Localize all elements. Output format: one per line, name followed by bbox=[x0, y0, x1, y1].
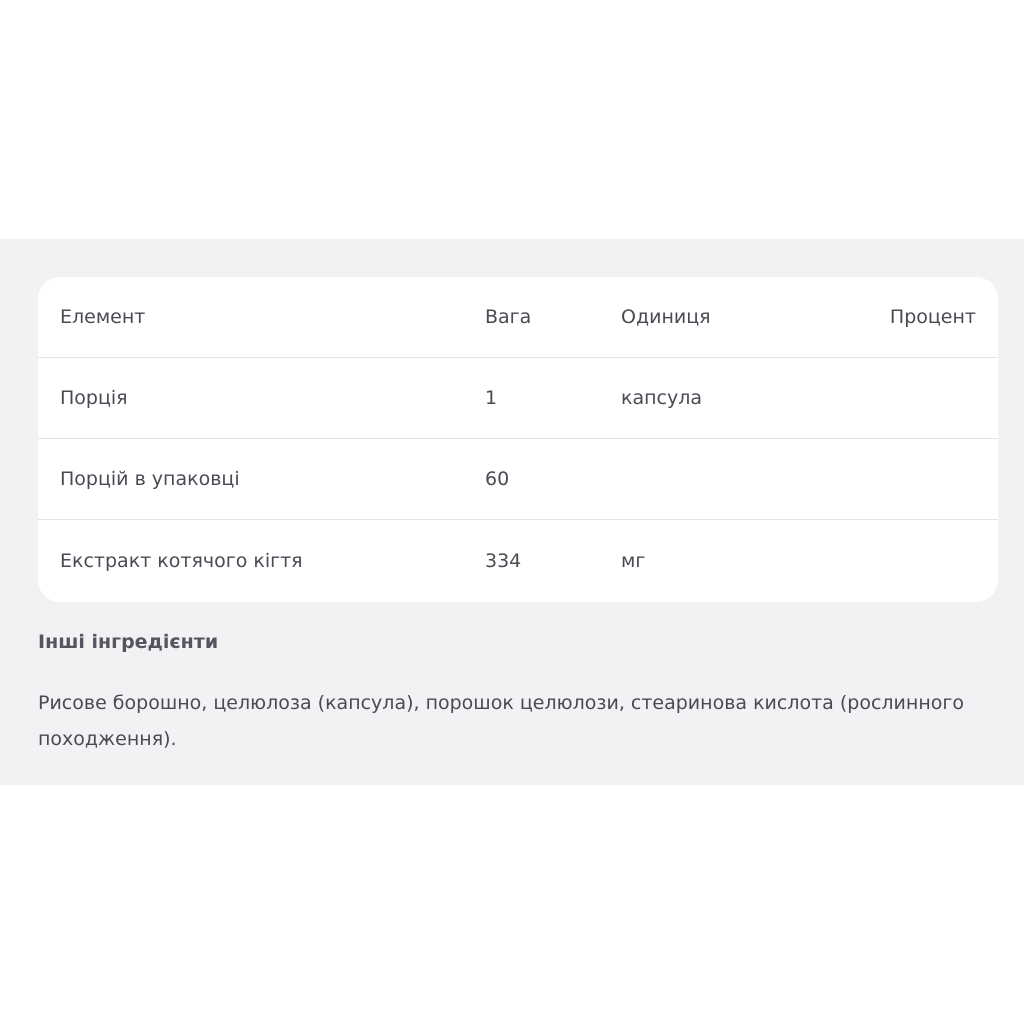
header-unit: Одиниця bbox=[621, 306, 711, 328]
row-element: Екстракт котячого кігтя bbox=[60, 550, 303, 572]
header-weight: Вага bbox=[485, 306, 532, 328]
row-weight: 334 bbox=[485, 550, 522, 572]
table-row bbox=[38, 520, 998, 602]
header-percent: Процент bbox=[889, 306, 976, 328]
ingredients-section bbox=[0, 239, 1024, 785]
row-unit: мг bbox=[621, 550, 646, 572]
nutrition-table bbox=[38, 277, 998, 602]
other-ingredients-title: Інші інгредієнти bbox=[38, 631, 219, 653]
header-element: Елемент bbox=[60, 306, 146, 328]
row-unit: капсула bbox=[621, 387, 703, 409]
row-element: Порція bbox=[60, 387, 128, 409]
table-row bbox=[38, 439, 998, 520]
row-weight: 1 bbox=[485, 387, 498, 409]
table-row bbox=[38, 358, 998, 439]
table-header-row bbox=[38, 277, 998, 358]
other-ingredients-text: Рисове борошно, целюлоза (капсула), порошок целюлози, стеаринова кислота (рослинного походження). bbox=[38, 692, 964, 750]
row-weight: 60 bbox=[485, 468, 510, 490]
row-element: Порцій в упаковці bbox=[60, 468, 240, 490]
